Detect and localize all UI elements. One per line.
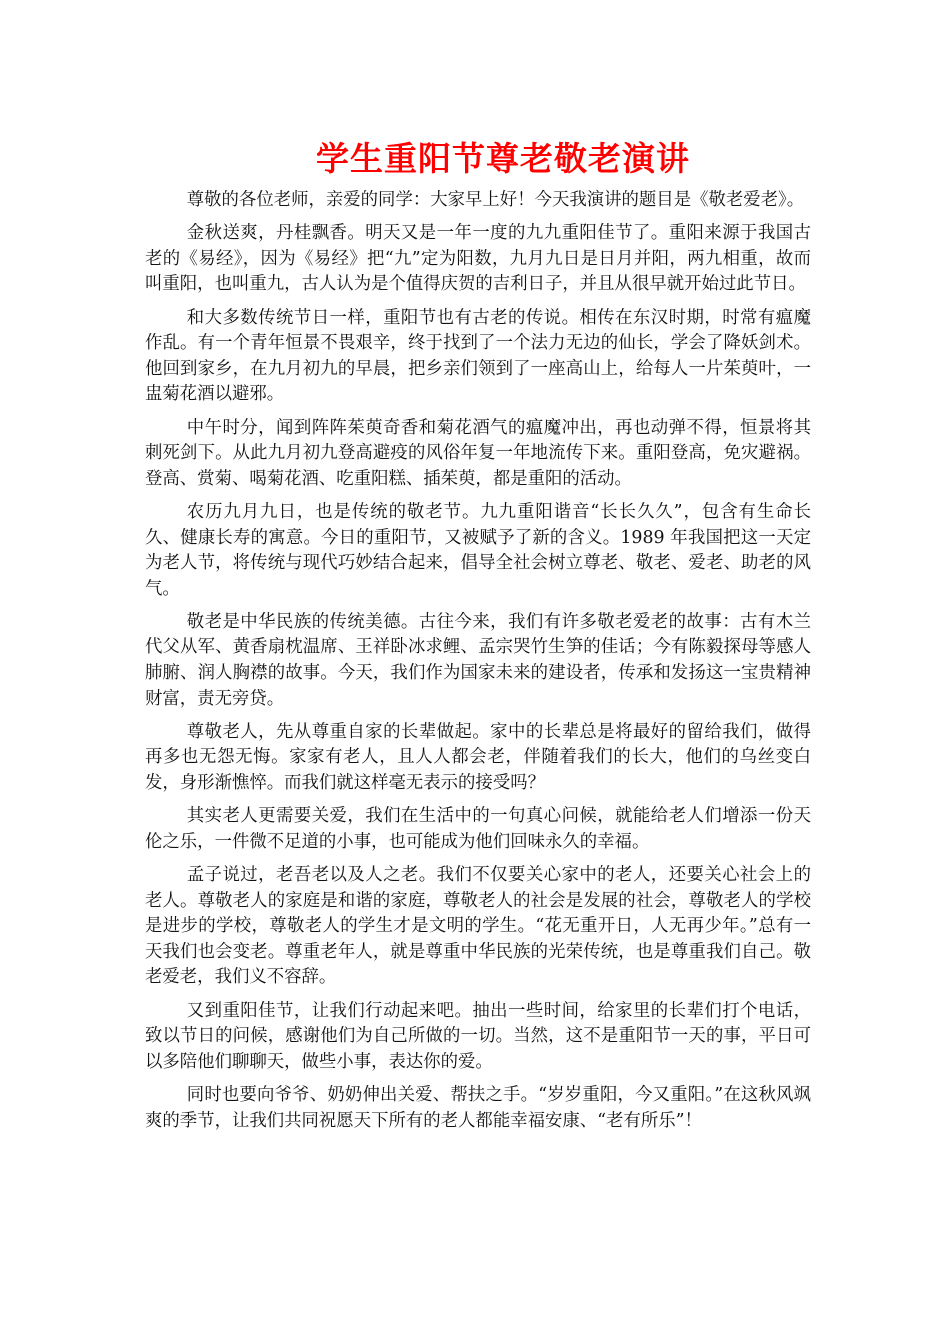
paragraph-11: 同时也要向爷爷、奶奶伸出关爱、帮扶之手。“岁岁重阳，今又重阳。”在这秋风飒爽的季节，让我们共同祝愿天下所有的老人都能幸福安康、“老有所乐”！ bbox=[145, 1084, 811, 1131]
speech-body bbox=[145, 188, 811, 1142]
paragraph-9: 孟子说过，老吾老以及人之老。我们不仅要关心家中的老人，还要关心社会上的老人。尊敬老人的家庭是和谐的家庭，尊敬老人的社会是发展的社会，尊敬老人的学校是进步的学校，尊敬老人的学生才是文明的学生。“花无重开日，人无再少年。”总有一天我们也会变老。尊重老年人，就是尊重中华民族的光荣传统，也是尊重我们自己。敬老爱老，我们义不容辞。 bbox=[145, 865, 811, 988]
paragraph-10: 又到重阳佳节，让我们行动起来吧。抽出一些时间，给家里的长辈们打个电话，致以节日的问候，感谢他们为自己所做的一切。当然，这不是重阳节一天的事，平日可以多陪他们聊聊天，做些小事，表达你的爱。 bbox=[145, 1000, 811, 1072]
paragraph-5: 农历九月九日，也是传统的敬老节。九九重阳谐音“长长久久”，包含有生命长久、健康长寿的寓意。今日的重阳节，又被赋予了新的含义。1989 年我国把这一天定为老人节，将传统与现代巧妙结合起来，倡导全社会树立尊老、敬老、爱老、助老的风气。 bbox=[145, 501, 811, 599]
paragraph-1: 尊敬的各位老师，亲爱的同学：大家早上好！今天我演讲的题目是《敬老爱老》。 bbox=[186, 190, 805, 210]
paragraph-8: 其实老人更需要关爱，我们在生活中的一句真心问候，就能给老人们增添一份天伦之乐，一件微不足道的小事，也可能成为他们回味永久的幸福。 bbox=[145, 806, 811, 852]
paragraph-2: 金秋送爽，丹桂飘香。明天又是一年一度的九九重阳佳节了。重阳来源于我国古老的《易经》，因为《易经》把“九”定为阳数，九月九日是日月并阳，两九相重，故而叫重阳，也叫重九，古人认为是个值得庆贺的吉利日子，并且从很早就开始过此节日。 bbox=[145, 223, 811, 295]
paragraph-3: 和大多数传统节日一样，重阳节也有古老的传说。相传在东汉时期，时常有瘟魔作乱。有一个青年恒景不畏艰辛，终于找到了一个法力无边的仙长，学会了降妖剑术。他回到家乡，在九月初九的早晨，把乡亲们领到了一座高山上，给每人一片茱萸叶，一盅菊花酒以避邪。 bbox=[145, 307, 811, 405]
paragraph-6: 敬老是中华民族的传统美德。古往今来，我们有许多敬老爱老的故事：古有木兰代父从军、黄香扇枕温席、王祥卧冰求鲤、孟宗哭竹生笋的佳话；今有陈毅探母等感人肺腑、润人胸襟的故事。今天，我们作为国家未来的建设者，传承和发扬这一宝贵精神财富，责无旁贷。 bbox=[145, 611, 811, 709]
paragraph-7: 尊敬老人，先从尊重自家的长辈做起。家中的长辈总是将最好的留给我们，做得再多也无怨无悔。家家有老人，且人人都会老，伴随着我们的长大，他们的乌丝变白发，身形渐憔悴。而我们就这样毫无表示的接受吗？ bbox=[145, 721, 811, 794]
page-title: 学生重阳节尊老敬老演讲 bbox=[316, 139, 690, 178]
paragraph-4: 中午时分，闻到阵阵茱萸奇香和菊花酒气的瘟魔冲出，再也动弹不得，恒景将其刺死剑下。从此九月初九登高避疫的风俗年复一年地流传下来。重阳登高，免灾避祸。登高、赏菊、喝菊花酒、吃重阳糕、插茱萸，都是重阳的活动。 bbox=[145, 417, 811, 489]
